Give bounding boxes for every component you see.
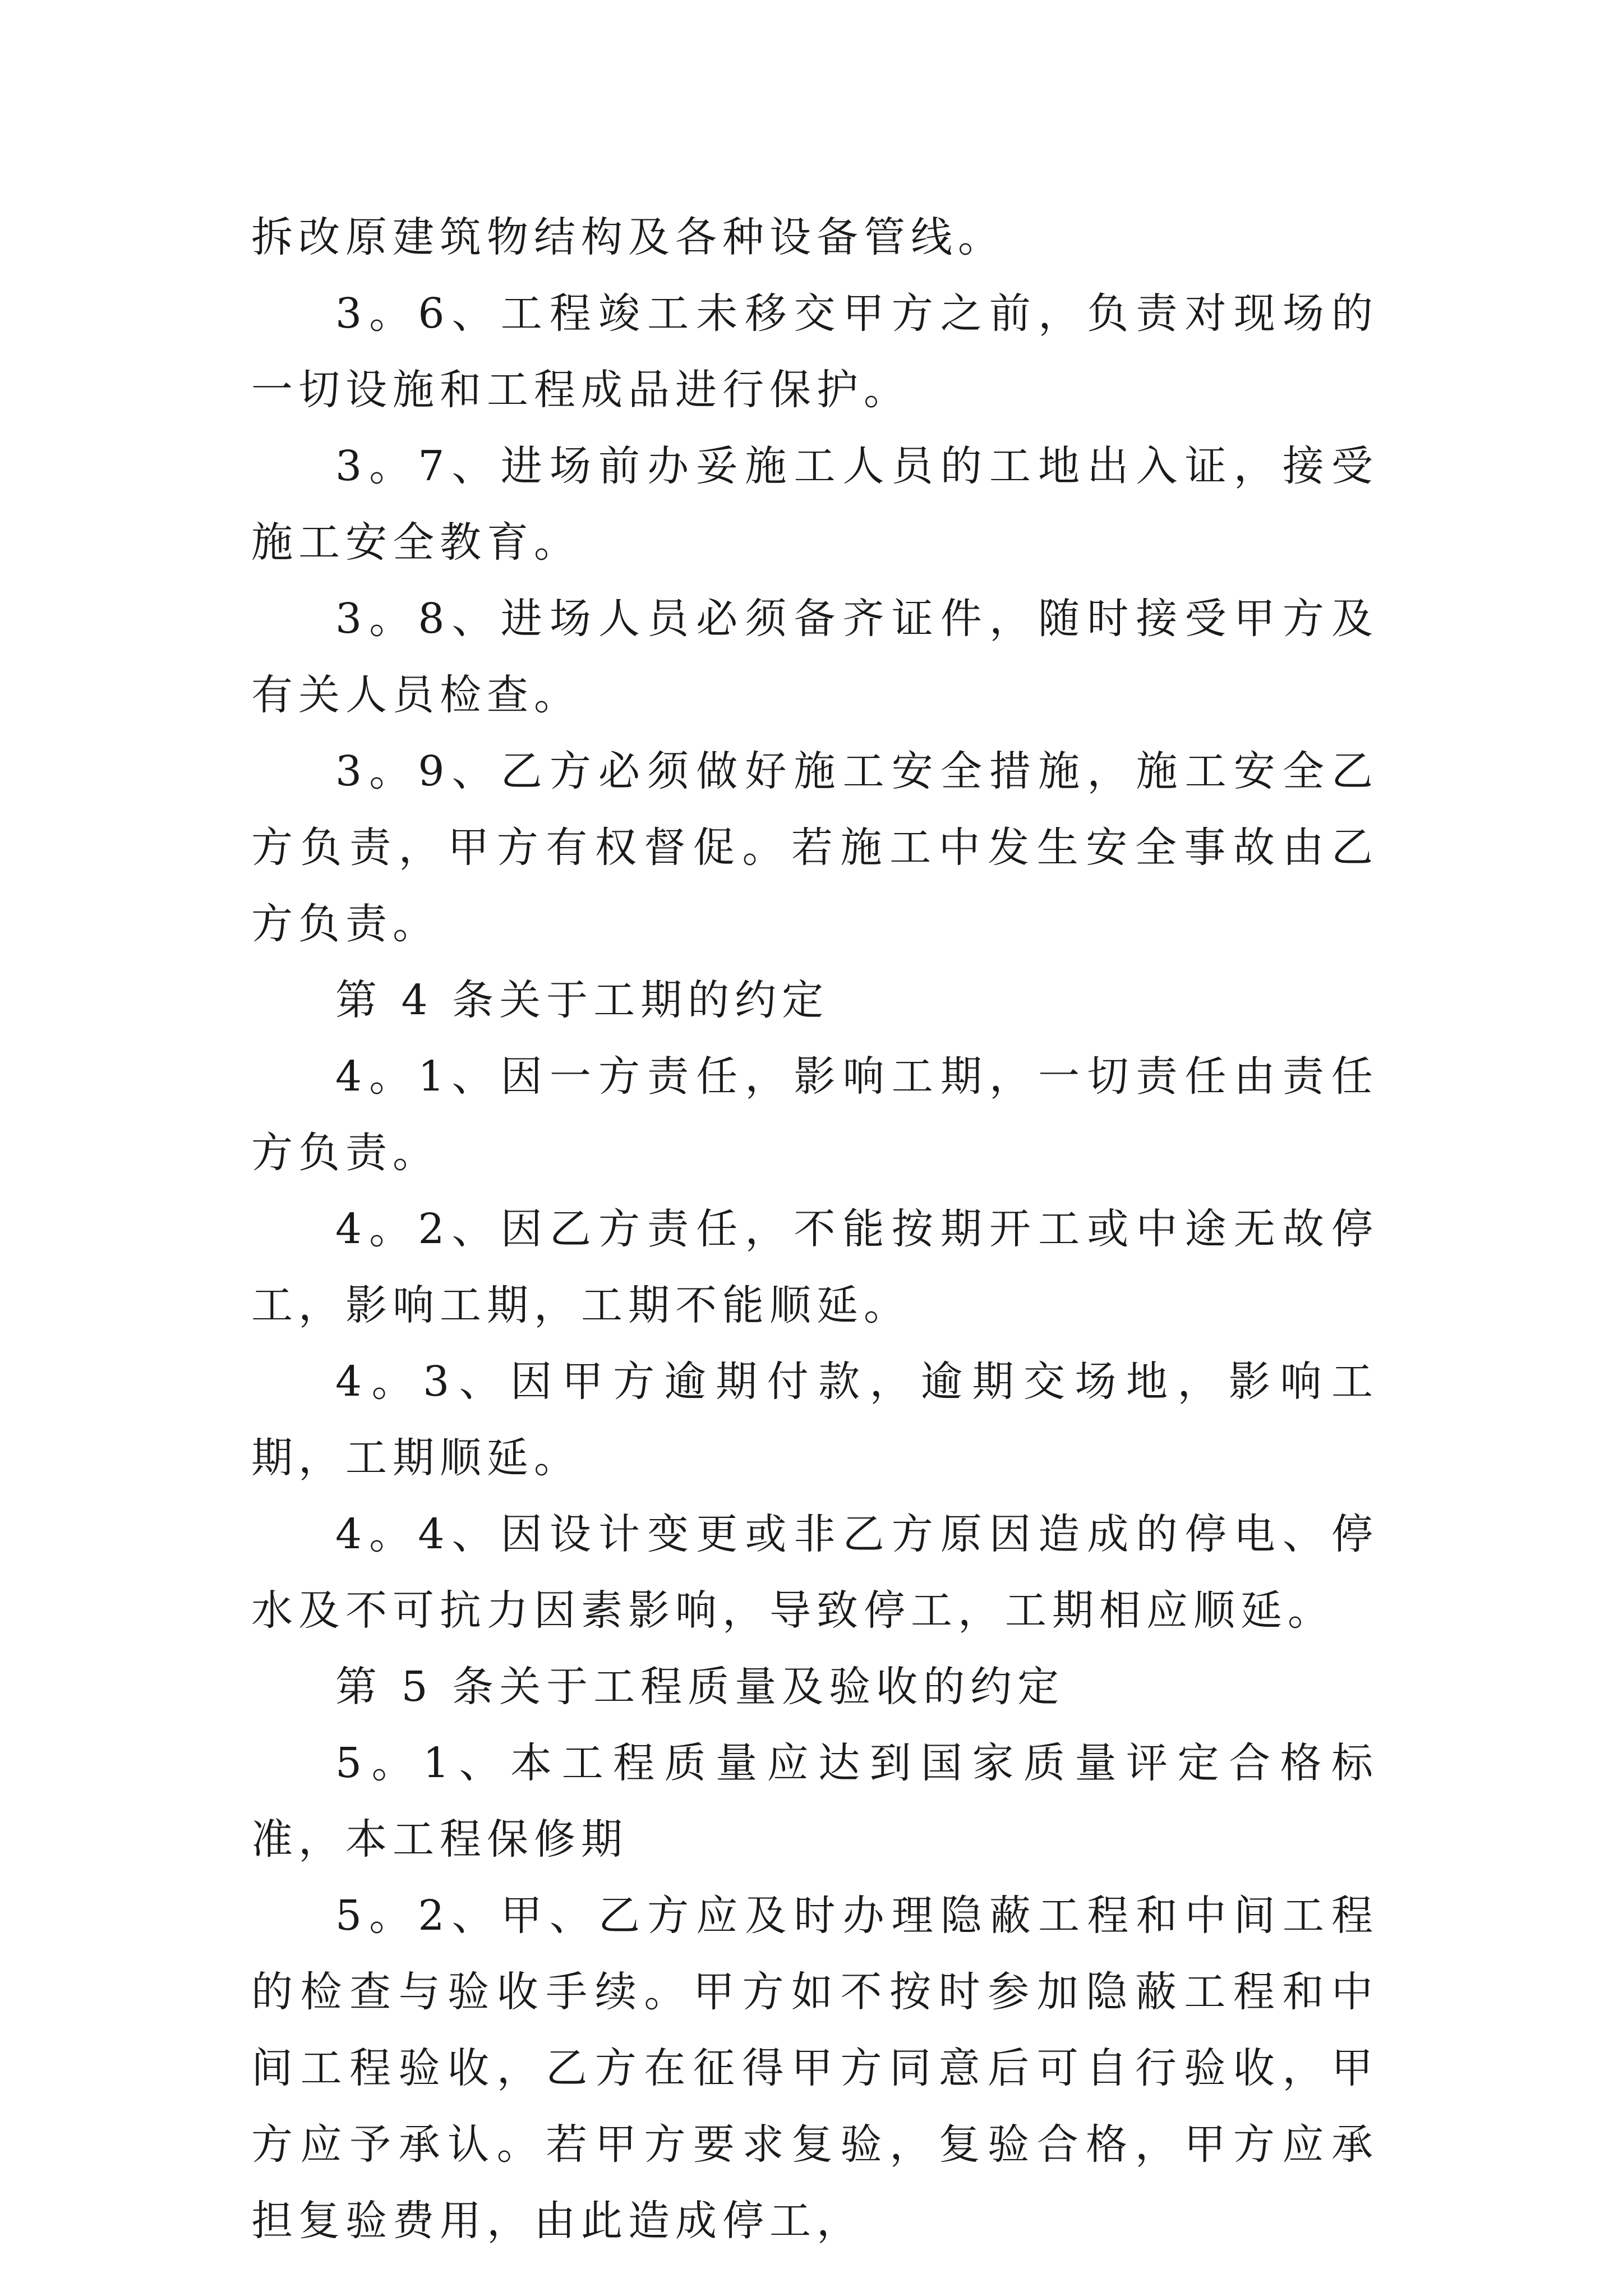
clause-3-8: 3。8、进场人员必须备齐证件，随时接受甲方及有关人员检查。	[251, 595, 1378, 719]
clause-3-9: 3。9、乙方必须做好施工安全措施，施工安全乙方负责，甲方有权督促。若施工中发生安全事故由乙方负责。	[251, 747, 1378, 948]
clause-4-4: 4。4、因设计变更或非乙方原因造成的停电、停水及不可抗力因素影响，导致停工，工期相应顺延。	[251, 1510, 1378, 1635]
clause-3-7: 3。7、进场前办妥施工人员的工地出入证，接受施工安全教育。	[251, 442, 1378, 567]
clause-4-2: 4。2、因乙方责任，不能按期开工或中途无故停工，影响工期，工期不能顺延。	[251, 1205, 1378, 1329]
clause-3-6: 3。6、工程竣工未移交甲方之前，负责对现场的一切设施和工程成品进行保护。	[251, 289, 1378, 414]
section-heading-5: 第 5 条关于工程质量及验收的约定	[335, 1663, 1065, 1711]
clause-4-3: 4。3、因甲方逾期付款，逾期交场地，影响工期，工期顺延。	[251, 1358, 1378, 1482]
paragraph-continuation: 拆改原建筑物结构及各种设备管线。	[251, 213, 1005, 261]
clause-5-1: 5。1、本工程质量应达到国家质量评定合格标准，本工程保修期	[251, 1739, 1378, 1864]
clause-5-2: 5。2、甲、乙方应及时办理隐蔽工程和中间工程的检查与验收手续。甲方如不按时参加隐蔽工程和中间工程验收，乙方在征得甲方同意后可自行验收，甲方应予承认。若甲方要求复验，复验合格，甲方应承担复验费用，由此造成停工，	[251, 1892, 1378, 2245]
document-body	[251, 199, 1378, 2259]
clause-4-1: 4。1、因一方责任，影响工期，一切责任由责任方负责。	[251, 1052, 1378, 1177]
section-heading-4: 第 4 条关于工期的约定	[335, 976, 829, 1024]
